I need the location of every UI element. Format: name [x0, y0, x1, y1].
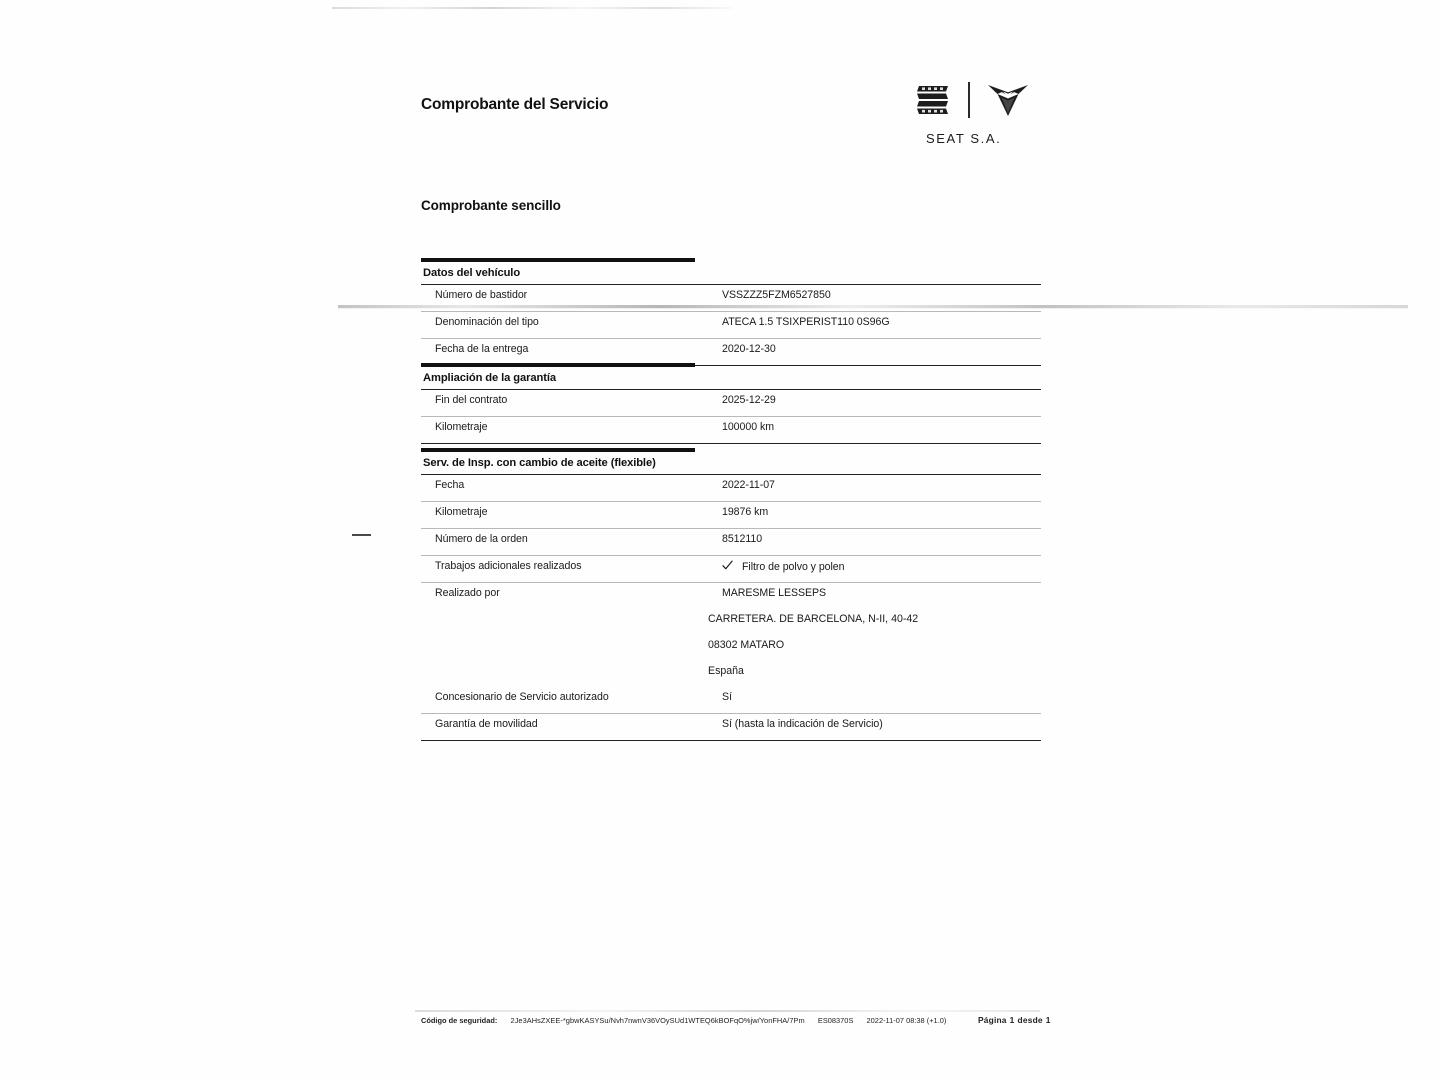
- table-row: [421, 390, 1041, 417]
- document-timestamp: 2022-11-07 08:38 (+1.0): [866, 1016, 947, 1025]
- margin-dash-mark: [352, 534, 371, 536]
- page-current: 1: [1009, 1015, 1015, 1025]
- additional-work-value: Filtro de polvo y polen: [742, 561, 845, 573]
- row-value: 2025-12-29: [722, 394, 776, 406]
- page-total: 1: [1045, 1015, 1051, 1025]
- section-heading: Datos del vehículo: [421, 262, 1041, 285]
- row-label: Fecha de la entrega: [435, 343, 529, 355]
- checkmark-icon: [722, 560, 742, 574]
- row-value: VSSZZZ5FZM6527850: [722, 289, 831, 301]
- table-row: [421, 502, 1041, 529]
- address-line: [421, 661, 1041, 687]
- row-value: 8512110: [722, 533, 763, 545]
- row-value: 19876 km: [722, 506, 769, 518]
- table-row: [421, 687, 1041, 714]
- row-label: Denominación del tipo: [435, 316, 539, 328]
- row-value: 2020-12-30: [722, 343, 776, 355]
- table-row-additional-work: [421, 556, 1041, 583]
- row-label: Fecha: [435, 479, 465, 491]
- brand-block: [905, 80, 1045, 146]
- row-value: 100000 km: [722, 421, 774, 433]
- footer-security-code: [421, 1016, 1046, 1025]
- address-line: [421, 609, 1041, 635]
- document-id: ES08370S: [817, 1016, 854, 1025]
- row-label: Fin del contrato: [435, 394, 508, 406]
- table-row: [421, 529, 1041, 556]
- row-label: Garantía de movilidad: [435, 718, 538, 730]
- page-middle: desde: [1017, 1015, 1043, 1025]
- logo-divider: [968, 82, 970, 118]
- page-number: [978, 1015, 1054, 1025]
- row-label: Número de bastidor: [435, 289, 528, 301]
- section-heading: Ampliación de la garantía: [421, 367, 1041, 390]
- row-value: Sí (hasta la indicación de Servicio): [722, 718, 883, 730]
- section-warranty-extension: [421, 363, 1041, 444]
- table-row-performed-by: [421, 583, 1041, 609]
- row-value: ATECA 1.5 TSIXPERIST110 0S96G: [722, 316, 890, 328]
- table-row: [421, 339, 1041, 366]
- table-row: [421, 475, 1041, 502]
- footer-rule: [415, 1010, 1040, 1012]
- table-row: [421, 312, 1041, 339]
- row-label: Número de la orden: [435, 533, 528, 545]
- seat-logo: [915, 84, 951, 116]
- security-code-label: Código de seguridad:: [421, 1016, 498, 1025]
- row-value: [722, 560, 1041, 574]
- page-prefix: Página: [978, 1015, 1007, 1025]
- row-value: MARESME LESSEPS: [722, 587, 827, 599]
- scan-artifact-top: [332, 7, 732, 9]
- address-text: España: [708, 665, 744, 677]
- address-text: CARRETERA. DE BARCELONA, N-II, 40-42: [708, 613, 919, 625]
- document-subtitle: Comprobante sencillo: [421, 198, 561, 213]
- row-label: Kilometraje: [435, 421, 488, 433]
- brand-logos: [905, 80, 1045, 120]
- row-label: Trabajos adicionales realizados: [435, 560, 582, 572]
- row-value: 2022-11-07: [722, 479, 775, 491]
- address-line: [421, 635, 1041, 661]
- document-title: Comprobante del Servicio: [421, 96, 609, 113]
- section-vehicle-data: [421, 258, 1041, 366]
- brand-name: SEAT S.A.: [926, 131, 1002, 146]
- table-row: [421, 714, 1041, 741]
- table-row: [421, 417, 1041, 444]
- section-heading: Serv. de Insp. con cambio de aceite (flexible): [421, 452, 1041, 475]
- row-value: Sí: [722, 691, 732, 703]
- row-label: Concesionario de Servicio autorizado: [435, 691, 609, 703]
- scan-artifact-middle: [338, 305, 1408, 309]
- address-text: 08302 MATARO: [708, 639, 785, 651]
- row-label: Kilometraje: [435, 506, 488, 518]
- cupra-logo: [987, 83, 1029, 117]
- row-label: Realizado por: [435, 587, 500, 599]
- security-code-value: 2Je3AHsZXEE-*gbwKASYSu/Nvh7nwnV36VOySUd1WTEQ6kBOFqO%jw/YonFHA/7Pm: [510, 1016, 805, 1025]
- section-inspection-service: [421, 448, 1041, 741]
